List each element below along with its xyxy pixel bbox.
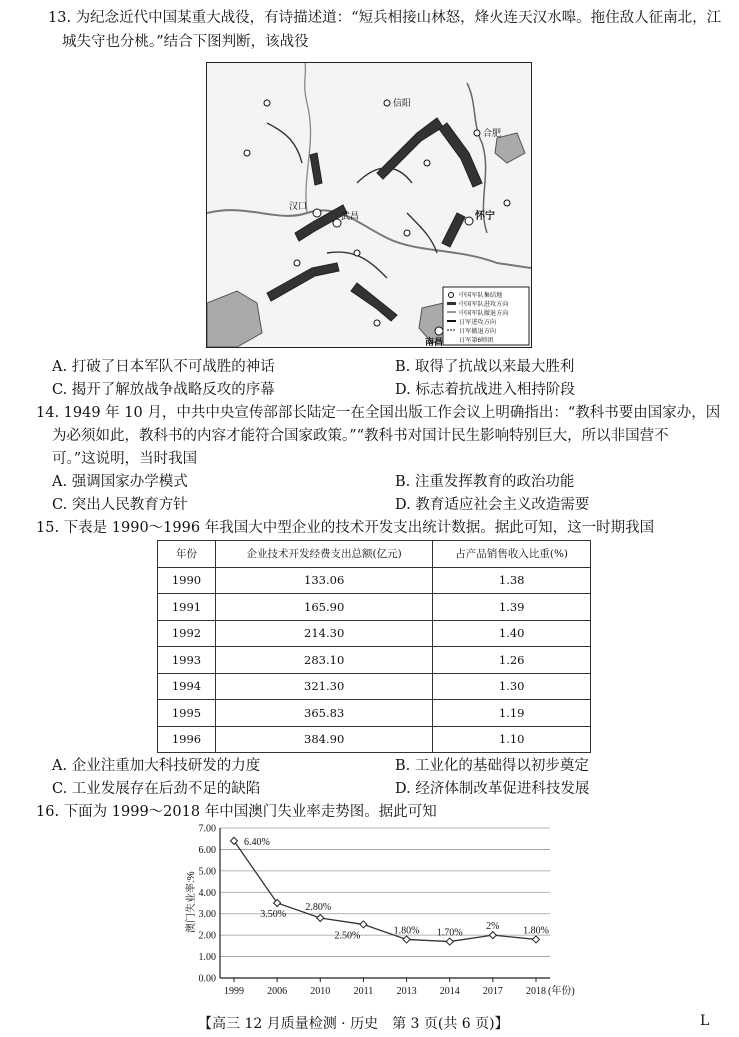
chart-data-label: 1.70% <box>436 927 463 939</box>
q13-option-b[interactable]: B. 取得了抗战以来最大胜利 <box>395 359 575 375</box>
chart-y-tick: 5.00 <box>198 866 216 878</box>
table-cell-year: 1992 <box>158 620 216 647</box>
chart-y-tick: 2.00 <box>198 930 216 942</box>
q13-option-c[interactable]: C. 揭开了解放战争战略反攻的序幕 <box>52 382 275 398</box>
table-row <box>158 594 591 621</box>
map-label-huaining: 怀宁 <box>475 211 495 222</box>
chart-x-tick: 2006 <box>267 986 288 997</box>
svg-text:日军撤退方向: 日军撤退方向 <box>459 328 497 335</box>
chart-data-label: 2.50% <box>334 930 361 942</box>
table-header-row <box>158 541 591 568</box>
q15-option-a[interactable]: A. 企业注重加大科技研发的力度 <box>52 758 261 774</box>
q14-option-c[interactable]: C. 突出人民教育方针 <box>52 497 188 513</box>
q14-stem-line1: 14. 1949 年 10 月，中共中央宣传部部长陆定一在全国出版工作会议上明确指出：“教科书要由国家办，因 <box>36 405 721 421</box>
chart-x-tick: 2017 <box>482 986 503 997</box>
page-version-mark: L <box>700 1013 710 1029</box>
chart-data-label: 1.80% <box>393 925 420 937</box>
q15-option-b[interactable]: B. 工业化的基础得以初步奠定 <box>395 758 589 774</box>
chart-x-tick: 2018 <box>526 986 546 997</box>
table-cell-year: 1994 <box>158 673 216 700</box>
q14-option-d[interactable]: D. 教育适应社会主义改造需要 <box>395 497 590 513</box>
svg-text:日军进攻方向: 日军进攻方向 <box>459 319 497 326</box>
table-cell-expenditure: 214.30 <box>215 620 432 647</box>
battle-map <box>206 62 532 348</box>
table-cell-year: 1990 <box>158 567 216 594</box>
q15-stem-line1: 15. 下表是 1990～1996 年我国大中型企业的技术开发支出统计数据。据此可知，这一时期我国 <box>36 520 655 536</box>
map-legend <box>443 287 529 345</box>
table-cell-expenditure: 384.90 <box>215 726 432 753</box>
chart-y-tick: 7.00 <box>198 823 216 835</box>
chart-x-tick: 2010 <box>310 986 331 997</box>
map-label-hankou: 汉口 <box>289 201 308 211</box>
table-cell-expenditure: 283.10 <box>215 647 432 674</box>
table-cell-year: 1991 <box>158 594 216 621</box>
table-cell-ratio: 1.40 <box>433 620 591 647</box>
q14-stem-line3: 可。”这说明，当时我国 <box>52 451 198 467</box>
chart-data-label: 1.80% <box>523 925 549 937</box>
battle-map-figure <box>207 63 531 347</box>
chart-data-point <box>403 936 410 943</box>
table-row <box>158 620 591 647</box>
svg-text:中国军队撤退方向: 中国军队撤退方向 <box>459 310 509 317</box>
table-row <box>158 700 591 727</box>
table-header-year: 年份 <box>158 541 216 568</box>
map-label-wuchang: 武昌 <box>341 211 360 221</box>
table-row <box>158 673 591 700</box>
q13-stem-line2: 城失守也分桃。”结合下图判断，该战役 <box>62 34 309 50</box>
chart-x-tick: 1999 <box>224 986 244 997</box>
table-row <box>158 726 591 753</box>
chart-data-label: 3.50% <box>260 909 287 920</box>
chart-x-axis-suffix: (年份) <box>548 986 575 997</box>
table-cell-year: 1996 <box>158 726 216 753</box>
chart-y-tick: 1.00 <box>198 952 216 964</box>
chart-data-label: 2.80% <box>305 902 332 913</box>
chart-y-tick: 0.00 <box>198 973 216 985</box>
table-cell-expenditure: 321.30 <box>215 673 432 700</box>
chart-y-tick: 3.00 <box>198 909 216 921</box>
table-cell-year: 1995 <box>158 700 216 727</box>
table-cell-ratio: 1.19 <box>433 700 591 727</box>
table-header-expenditure: 企业技术开发经费支出总额(亿元) <box>215 541 432 568</box>
q13-stem-line1: 13. 为纪念近代中国某重大战役，有诗描述道：“短兵相接山林怒，烽火连天汉水嗥。拖住敌人征南北，江 <box>48 10 722 26</box>
chart-x-tick: 2011 <box>353 986 374 997</box>
table-cell-ratio: 1.38 <box>433 567 591 594</box>
table-cell-ratio: 1.30 <box>433 673 591 700</box>
table-cell-year: 1993 <box>158 647 216 674</box>
svg-text:中国军队集结地: 中国军队集结地 <box>459 292 503 299</box>
chart-x-tick: 2013 <box>396 986 417 997</box>
chart-data-point <box>360 921 367 928</box>
chart-data-point <box>317 915 324 922</box>
chart-y-tick: 4.00 <box>198 887 216 899</box>
q14-stem-line2: 为必须如此，教科书的内容才能符合国家政策。”“教科书对国计民生影响特别巨大，所以非国营不 <box>52 428 669 444</box>
svg-text:中国军队进攻方向: 中国军队进攻方向 <box>459 301 509 308</box>
tech-expenditure-table <box>157 540 591 753</box>
page-footer: 【高三 12 月质量检测 · 历史 第 3 页(共 6 页)】 <box>198 1016 509 1032</box>
chart-data-point <box>446 938 453 945</box>
unemployment-chart <box>180 820 580 1005</box>
svg-text:日军第6师团: 日军第6师团 <box>459 337 494 344</box>
chart-y-axis-label: 澳门失业率:% <box>186 871 197 933</box>
table-cell-ratio: 1.10 <box>433 726 591 753</box>
q14-option-b[interactable]: B. 注重发挥教育的政治功能 <box>395 474 575 490</box>
table-header-ratio: 占产品销售收入比重(%) <box>433 541 591 568</box>
table-row <box>158 567 591 594</box>
table-cell-expenditure: 365.83 <box>215 700 432 727</box>
map-label-nanchang: 南昌 <box>425 337 444 347</box>
q15-option-c[interactable]: C. 工业发展存在后劲不足的缺陷 <box>52 781 261 797</box>
map-label-xinyang: 信阳 <box>393 98 412 108</box>
map-label-hefei: 合肥 <box>483 128 502 138</box>
chart-y-tick: 6.00 <box>198 844 216 856</box>
q13-option-a[interactable]: A. 打破了日本军队不可战胜的神话 <box>52 359 275 375</box>
table-cell-ratio: 1.39 <box>433 594 591 621</box>
q13-option-d[interactable]: D. 标志着抗战进入相持阶段 <box>395 382 575 398</box>
chart-data-label: 2% <box>486 921 500 933</box>
q14-option-a[interactable]: A. 强调国家办学模式 <box>52 474 188 490</box>
table-cell-ratio: 1.26 <box>433 647 591 674</box>
chart-data-point <box>489 932 496 939</box>
chart-data-label: 6.40% <box>244 836 270 848</box>
chart-data-point <box>533 936 540 943</box>
table-cell-expenditure: 133.06 <box>215 567 432 594</box>
q16-stem-line1: 16. 下面为 1999～2018 年中国澳门失业率走势图。据此可知 <box>36 804 437 820</box>
table-row <box>158 647 591 674</box>
chart-x-tick: 2014 <box>439 986 460 997</box>
table-cell-expenditure: 165.90 <box>215 594 432 621</box>
q15-option-d[interactable]: D. 经济体制改革促进科技发展 <box>395 781 590 797</box>
